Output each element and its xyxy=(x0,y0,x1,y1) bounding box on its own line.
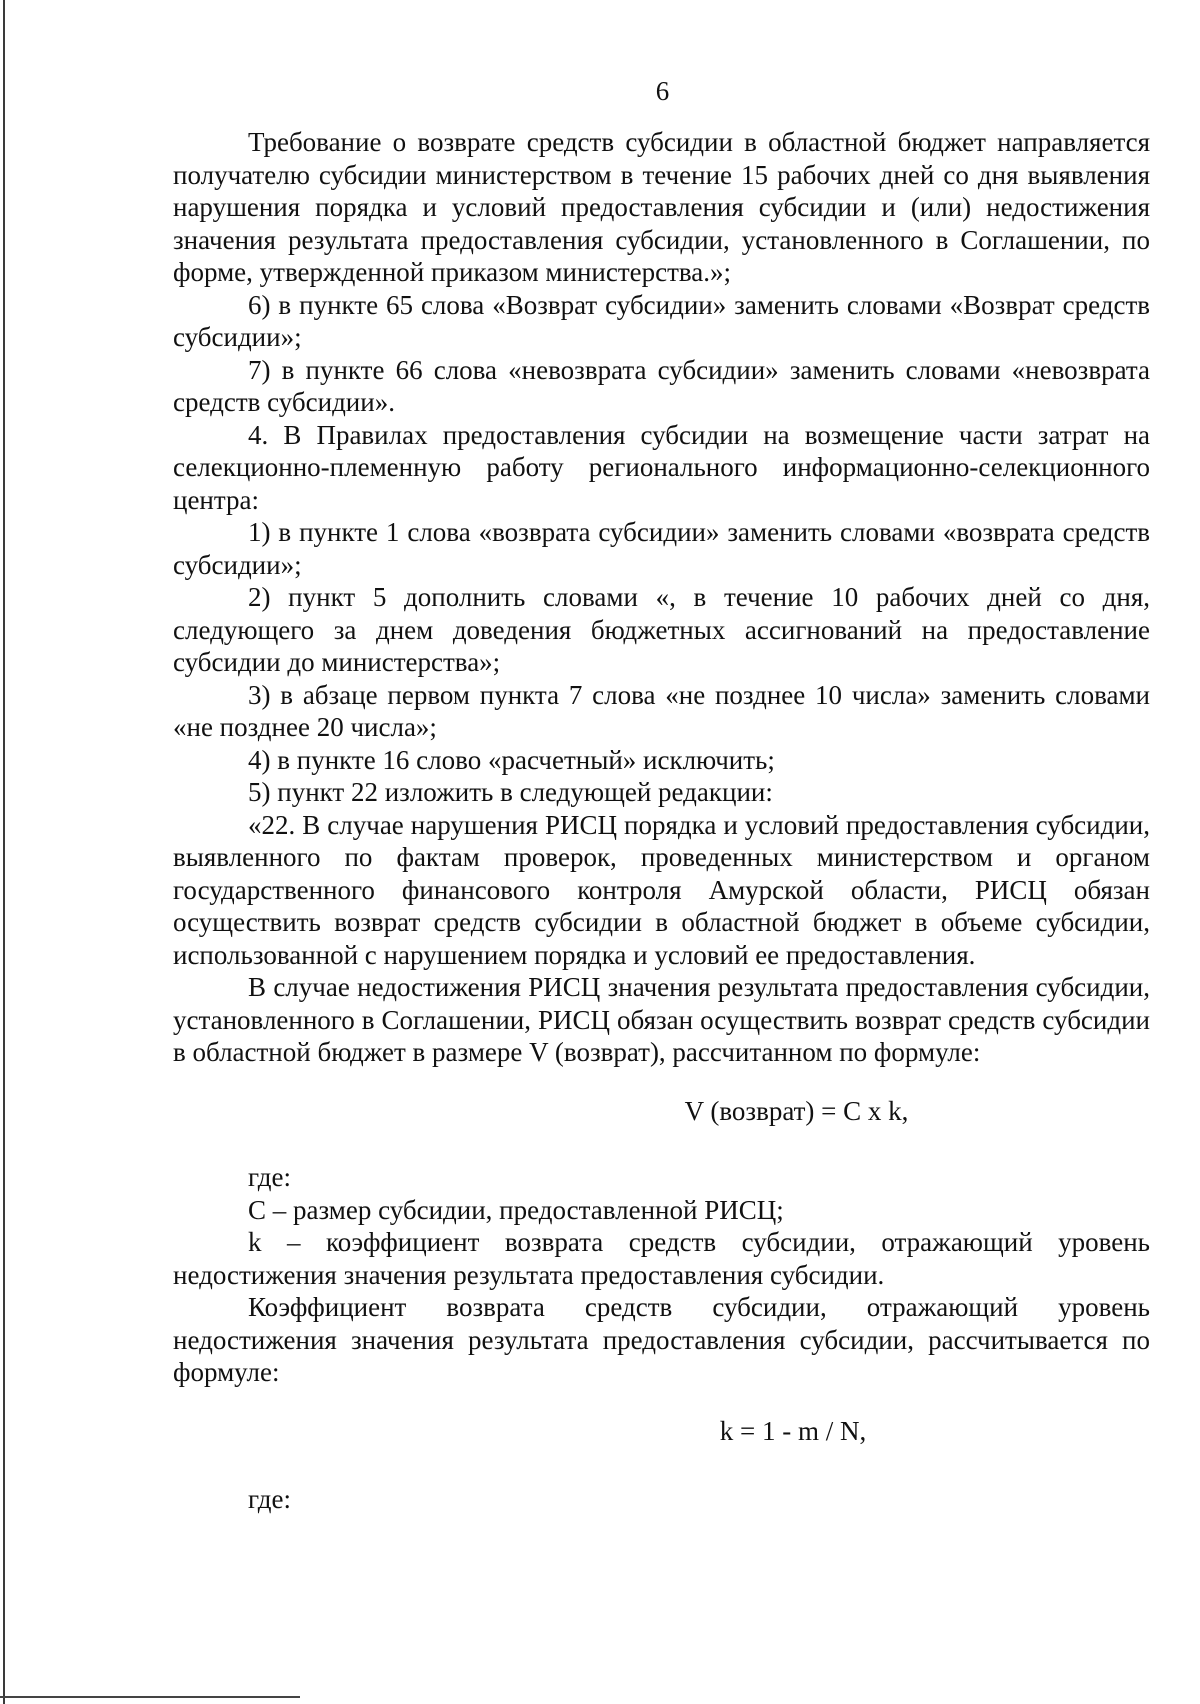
where-label-2: где: xyxy=(248,1484,291,1514)
paragraph-item-7: 7) в пункте 66 слова «невозврата субсидии» заменить словами «невозврата средств субсидии». xyxy=(173,354,1150,417)
paragraph-coefficient-formula-intro: Коэффициент возврата средств субсидии, отражающий уровень недостижения значения результата предоставления субсидии, рассчитывается по формуле: xyxy=(173,1292,1150,1387)
where-label-1: где: xyxy=(248,1162,291,1192)
paragraph-shortfall-return: В случае недостижения РИСЦ значения результата предоставления субсидии, установленного в Соглашении, РИСЦ обязан осуществить возврат средств субсидии в областной бюджет в размере V (возврат), рассчитанном по формуле: xyxy=(173,972,1150,1067)
definition-k: k – коэффициент возврата средств субсидии, отражающий уровень недостижения значения результата предоставления субсидии. xyxy=(173,1227,1150,1290)
scan-bottom-edge-line xyxy=(0,1696,300,1698)
formula-coefficient: k = 1 - m / N, xyxy=(719,1415,867,1446)
scan-left-edge-line xyxy=(3,0,5,1704)
paragraph-sub-1: 1) в пункте 1 слова «возврата субсидии» заменить словами «возврата средств субсидии»; xyxy=(173,517,1150,580)
paragraph-item-6: 6) в пункте 65 слова «Возврат субсидии» заменить словами «Возврат средств субсидии»; xyxy=(173,289,1150,352)
paragraph-sub-5: 5) пункт 22 изложить в следующей редакции: xyxy=(248,777,773,807)
paragraph-sub-4: 4) в пункте 16 слово «расчетный» исключить; xyxy=(248,744,775,775)
formula-return-amount: V (возврат) = C x k, xyxy=(684,1095,909,1126)
document-body xyxy=(173,126,1150,1516)
definition-c: C – размер субсидии, предоставленной РИСЦ; xyxy=(248,1194,784,1225)
paragraph-return-requirement: Требование о возврате средств субсидии в областной бюджет направляется получателю субсидии министерством в течение 15 рабочих дней со дня выявления нарушения порядка и условий предоставления субсидии и (или) недостижения значения результата предоставления субсидии, установленного в Соглашении, по форме, утвержденной приказом министерства.»; xyxy=(173,127,1150,287)
paragraph-section-4: 4. В Правилах предоставления субсидии на возмещение части затрат на селекционно-племенную работу регионального информационно-селекционного центра: xyxy=(173,419,1150,515)
paragraph-sub-3: 3) в абзаце первом пункта 7 слова «не позднее 10 числа» заменить словами «не позднее 20 числа»; xyxy=(173,679,1150,742)
paragraph-clause-22: «22. В случае нарушения РИСЦ порядка и условий предоставления субсидии, выявленного по фактам проверок, проведенных министерством и органом государственного финансового контроля Амурской области, РИСЦ обязан осуществить возврат средств субсидии в областной бюджет в объеме субсидии, использованной с нарушением порядка и условий ее предоставления. xyxy=(173,809,1150,970)
paragraph-sub-2: 2) пункт 5 дополнить словами «, в течение 10 рабочих дней со дня, следующего за днем доведения бюджетных ассигнований на предоставление субсидии до министерства»; xyxy=(173,582,1150,677)
page-number: 6 xyxy=(655,76,670,106)
